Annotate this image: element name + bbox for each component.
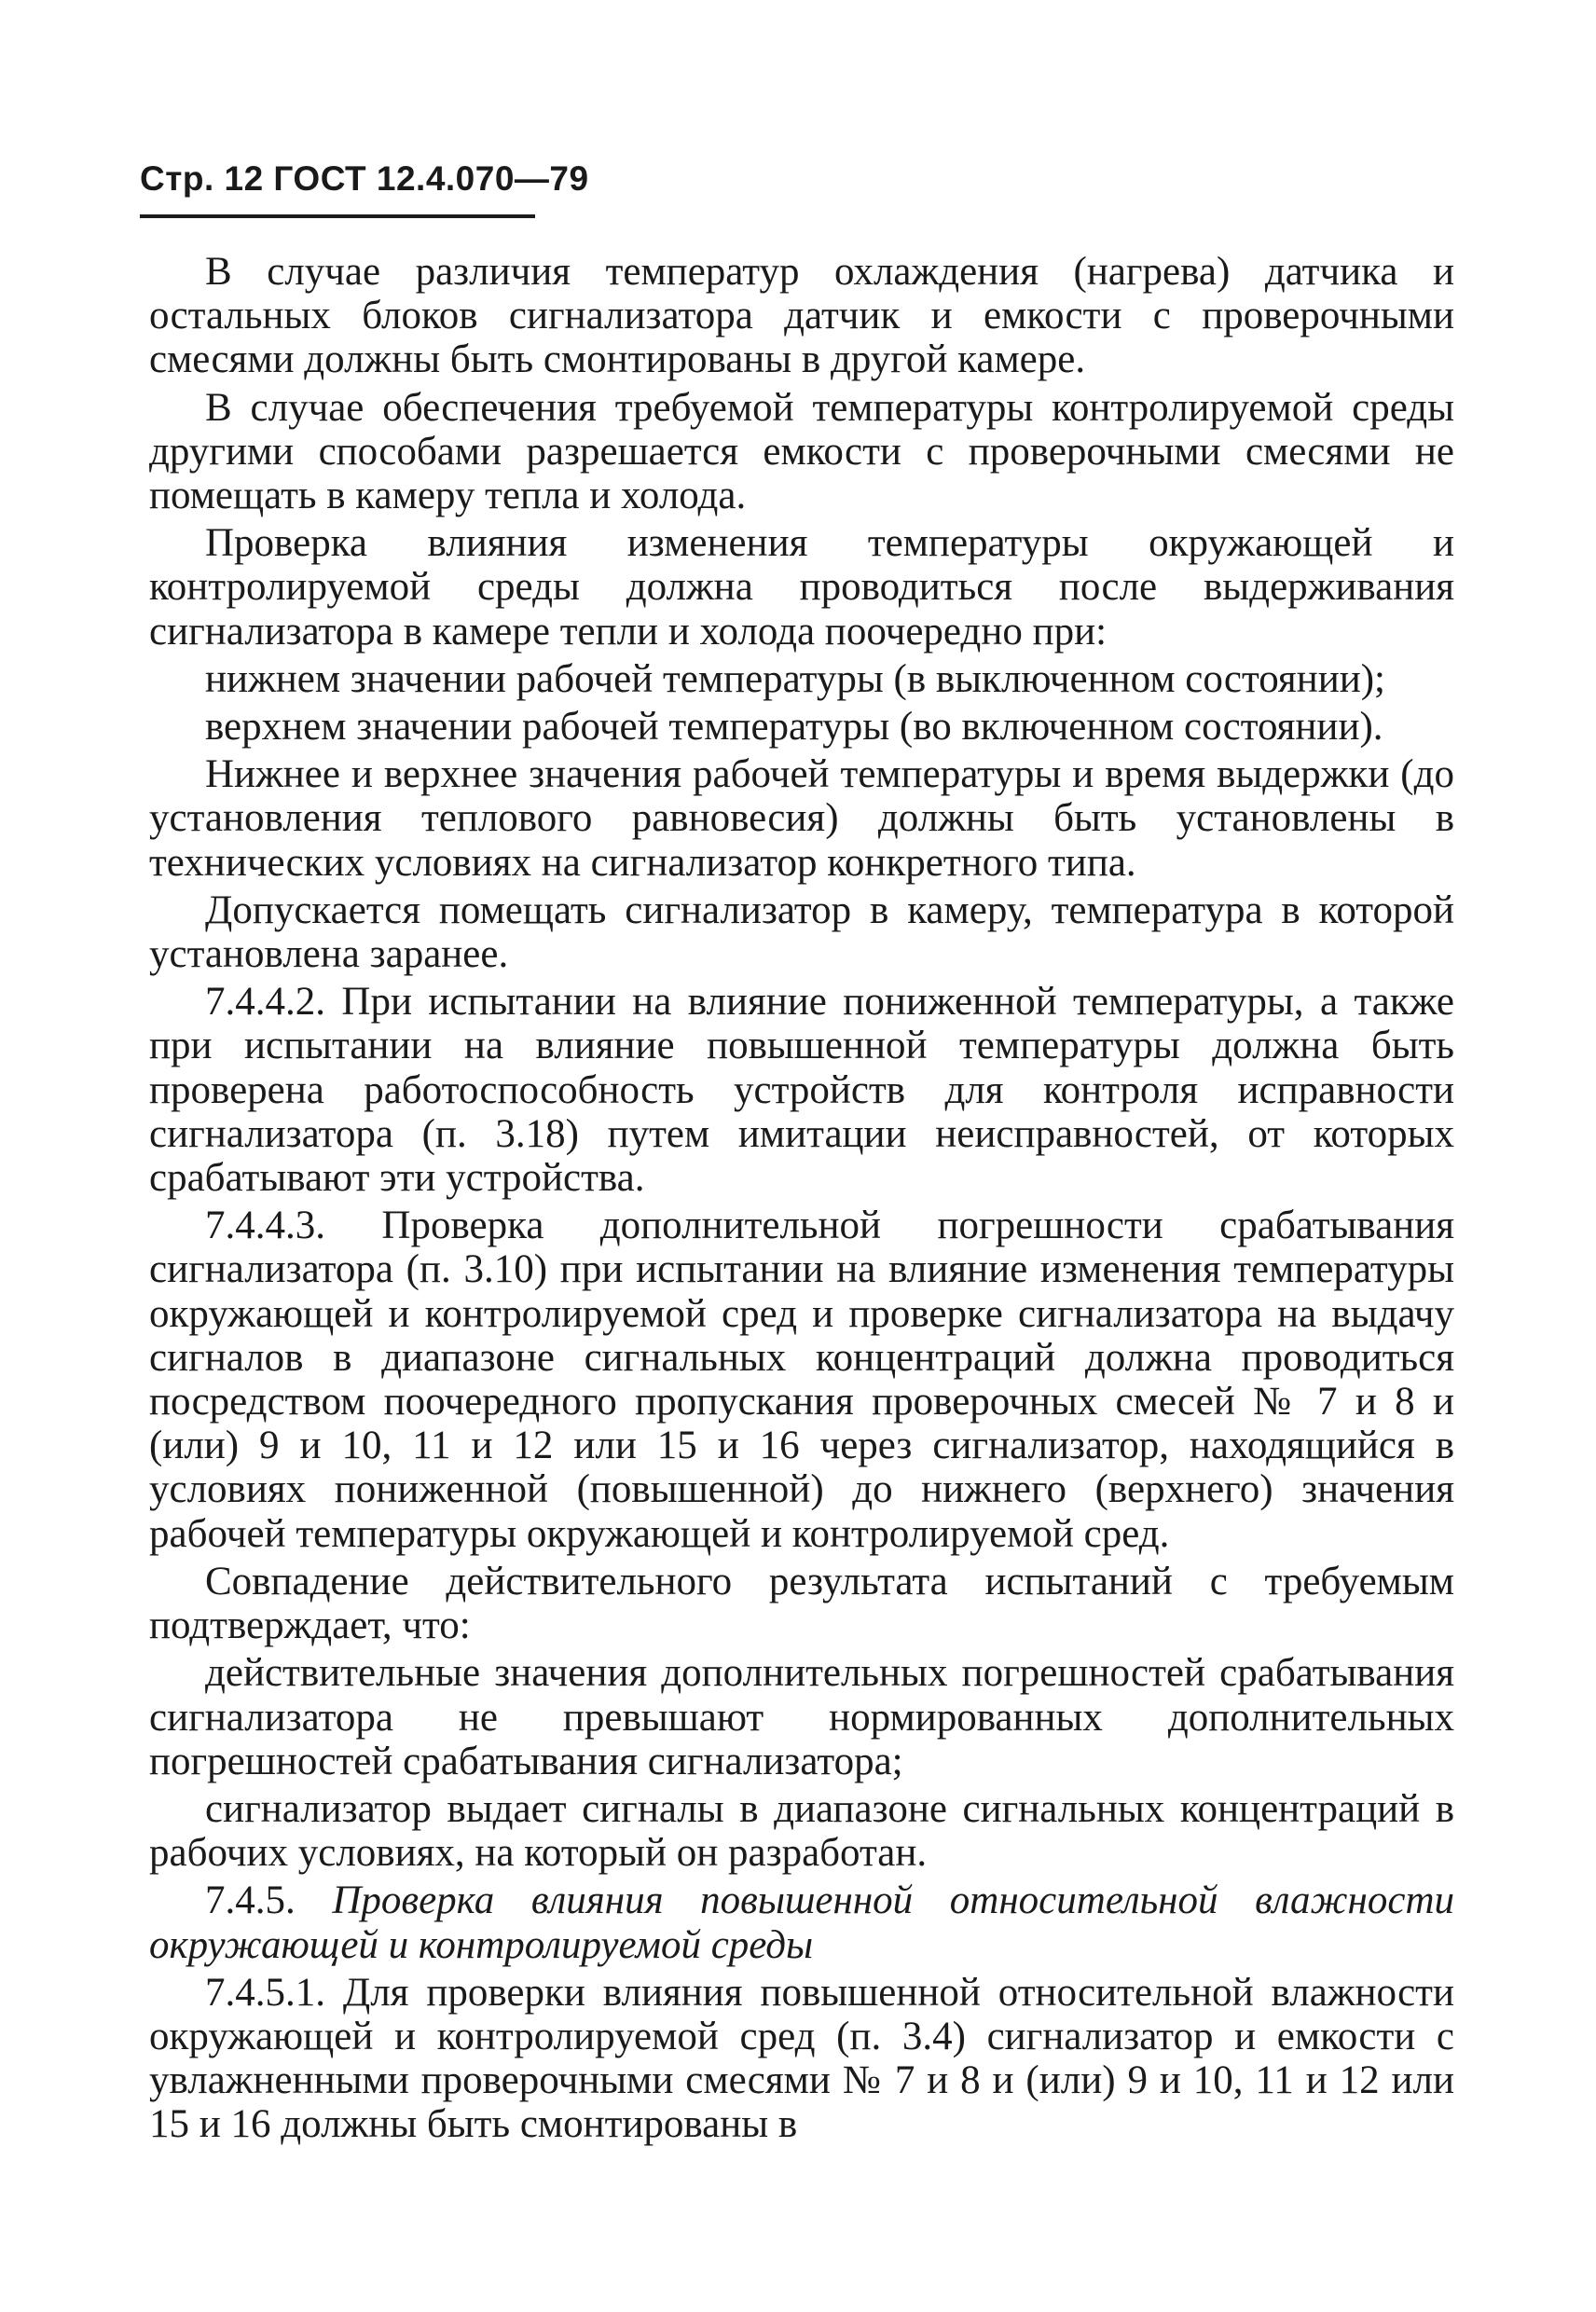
paragraph: Допускается помещать сигнализатор в камеру, температура в которой установлена заранее.: [149, 888, 1454, 977]
clause-7-4-5-1: 7.4.5.1. Для проверки влияния повышенной относительной влажности окружающей и контролируемой сред (п. 3.4) сигнализатор и емкости с увлажненными проверочными смесями № 7 и 8 и (или) 9 и 10, 11 и 12 или 15 и 16 должны быть смонтированы в: [149, 1970, 1454, 2147]
clause-7-4-4-2: 7.4.4.2. При испытании на влияние пониженной температуры, а также при испытании на влияние повышенной температуры должна быть проверена работоспособность устройств для контроля исправности сигнализатора (п. 3.18) путем имитации неисправностей, от которых срабатывают эти устройства.: [149, 980, 1454, 1201]
header-rule: [140, 214, 535, 218]
list-item: действительные значения дополнительных погрешностей срабатывания сигнализатора не превышают нормированных дополнительных погрешностей срабатывания сигнализатора;: [149, 1651, 1454, 1783]
paragraph: Проверка влияния изменения температуры окружающей и контролируемой среды должна проводиться после выдерживания сигнализатора в камере тепли и холода поочередно при:: [149, 521, 1454, 654]
page-body: [149, 250, 1454, 2151]
section-heading-7-4-5: [149, 1878, 1454, 1966]
paragraph: В случае обеспечения требуемой температуры контролируемой среды другими способами разрешается емкости с проверочными смесями не помещать в камеру тепла и холода.: [149, 385, 1454, 518]
list-item: сигнализатор выдает сигналы в диапазоне сигнальных концентраций в рабочих условиях, на который он разработан.: [149, 1786, 1454, 1876]
section-number: 7.4.5.: [205, 1878, 296, 1923]
paragraph: В случае различия температур охлаждения (нагрева) датчика и остальных блоков сигнализатора датчик и емкости с проверочными смесями должны быть смонтированы в другой камере.: [149, 250, 1454, 382]
section-title: Проверка влияния повышенной относительной влажности окружающей и контролируемой среды: [149, 1878, 1455, 1967]
list-item: нижнем значении рабочей температуры (в выключенном состоянии);: [205, 656, 1386, 701]
clause-7-4-4-3: 7.4.4.3. Проверка дополнительной погрешности срабатывания сигнализатора (п. 3.10) при испытании на влияние изменения температуры окружающей и контролируемой сред и проверке сигнализатора на выдачу сигналов в диапазоне сигнальных концентраций должна проводиться посредством поочередного пропускания проверочных смесей № 7 и 8 и (или) 9 и 10, 11 и 12 или 15 и 16 через сигнализатор, находящийся в условиях пониженной (повышенной) до нижнего (верхнего) значения рабочей температуры окружающей и контролируемой сред.: [149, 1204, 1454, 1556]
paragraph: Нижнее и верхнее значения рабочей температуры и время выдержки (до установления теплового равновесия) должны быть установлены в технических условиях на сигнализатор конкретного типа.: [149, 752, 1454, 885]
list-item: верхнем значении рабочей температуры (во включенном состоянии).: [205, 705, 1383, 750]
page-header: Стр. 12 ГОСТ 12.4.070—79: [140, 159, 589, 198]
paragraph: Совпадение действительного результата испытаний с требуемым подтверждает, что:: [149, 1559, 1454, 1648]
